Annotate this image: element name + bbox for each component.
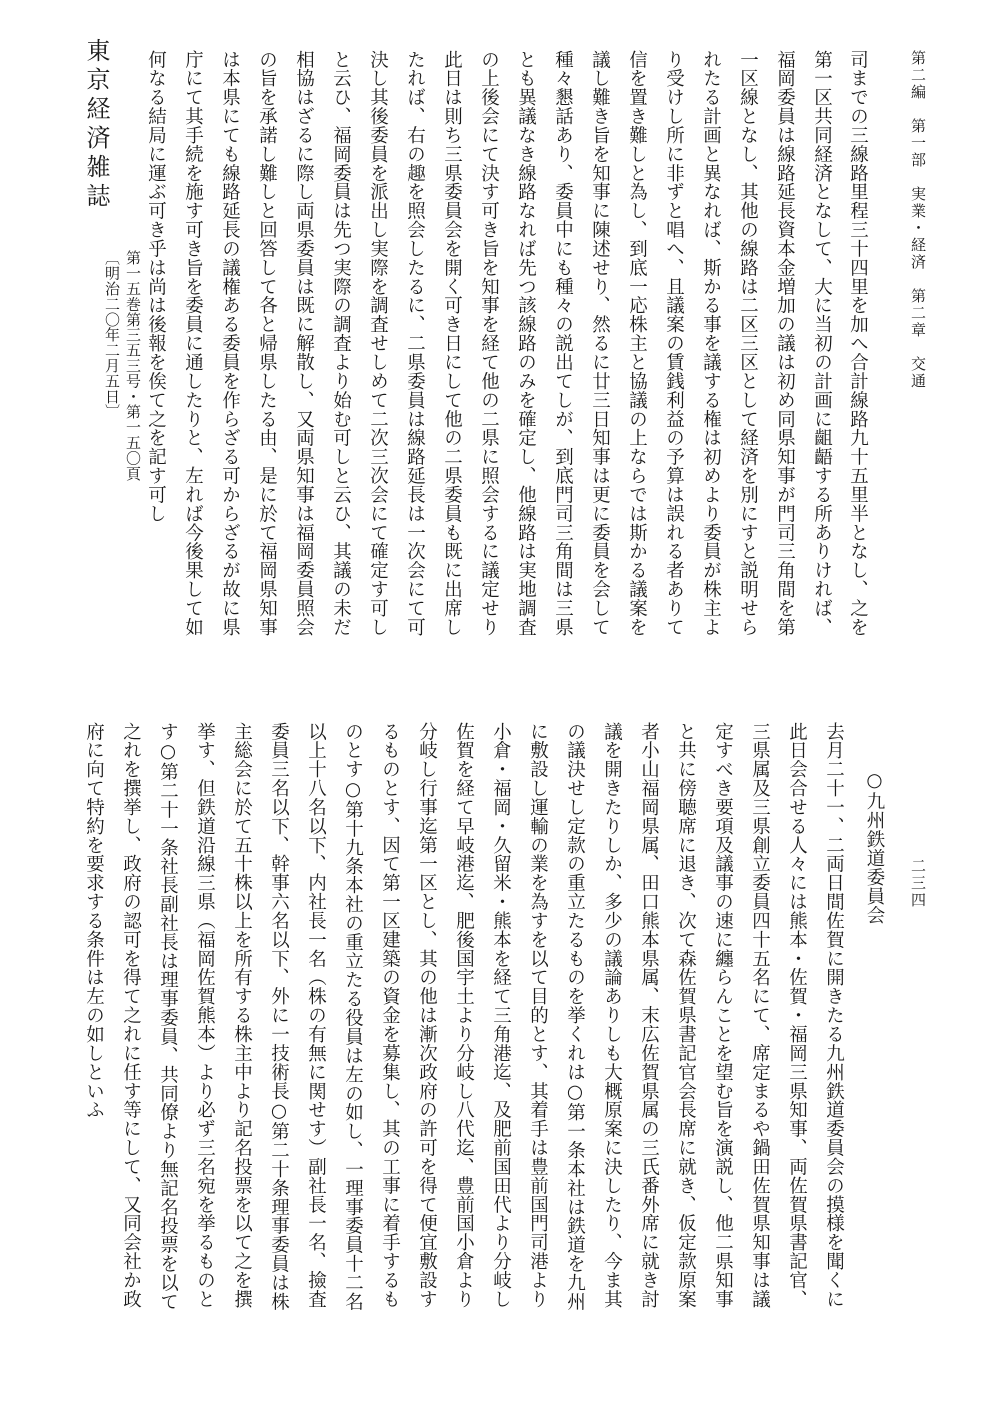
text-column: 之れを撰挙し、政府の認可を得て之れに任す等にして、又同会社か政	[120, 722, 142, 1309]
text-column: と云ひ、福岡委員は先つ実際の調査より始む可しと云ひ、其議の未だ	[330, 50, 352, 637]
text-column: 議を開きたりしか、多少の議論ありしも大概原案に決したり、今ま其	[601, 722, 623, 1309]
text-column: 以上十八名以下、内社長一名（株の有無に関せす）副社長一名、撿査	[305, 722, 327, 1309]
text-column: 小倉・福岡・久留米・熊本を経て三角港迄、及肥前国田代より分岐し	[490, 722, 512, 1309]
text-column: 此日は則ち三県委員会を開く可き日にして他の二県委員も既に出席し	[441, 50, 463, 637]
text-column: す○第二十一条社長副社長は理事委員、共同僚より無記名投票を以て	[157, 722, 179, 1312]
text-column: と共に傍聴席に退き、次て森佐賀県書記官会長席に就き、仮定款原案	[675, 722, 697, 1309]
source-title: 東京経済雑誌	[82, 38, 110, 212]
text-column: 委員三名以下、幹事六名以下、外に一技術長○第二十条理事委員は株	[268, 722, 290, 1312]
text-column: るものとす、因て第一区建築の資金を募集し、其の工事に着手するも	[379, 722, 401, 1309]
text-column: の上後会にて決す可き旨を知事を経て他の二県に照会するに議定せり	[478, 50, 500, 637]
text-column: のとす○第十九条本社の重立たる役員は左の如し、一理事委員十二名	[342, 722, 364, 1312]
source-date: 〔明治二〇年二月五日〕	[103, 250, 121, 420]
text-column: 分岐し行事迄第一区とし、其の他は漸次政府の許可を得て便宜敷設す	[416, 722, 438, 1309]
text-column: 相協はざるに際し両県委員は既に解散し、又両県知事は福岡委員照会	[293, 50, 315, 637]
text-column: 挙す、但鉄道沿線三県（福岡佐賀熊本）より必ず三名宛を挙るものと	[194, 722, 216, 1309]
text-column: 三県属及三県創立委員四十五名にて、席定まるや鍋田佐賀県知事は議	[749, 722, 771, 1309]
text-column: 福岡委員は線路延長資本金増加の議は初め同県知事が門司三角間を第	[774, 50, 796, 637]
text-column: 此日会合せる人々には熊本・佐賀・福岡三県知事、両佐賀県書記官、	[786, 722, 808, 1309]
text-column: は本県にても線路延長の議権ある委員を作らざる可からざるが故に県	[219, 50, 241, 637]
text-column: 第一区共同経済となして、大に当初の計画に齟齬する所ありければ、	[811, 50, 833, 637]
text-column: れたる計画と異なれば、斯かる事を議する権は初めより委員が株主よ	[700, 50, 722, 637]
section-heading: ○九州鉄道委員会	[864, 770, 885, 925]
text-column: の旨を承諾し難しと回答して各と帰県したる由、是に於て福岡県知事	[256, 50, 278, 637]
text-column: の議決せし定款の重立たるものを挙くれは○第一条本社は鉄道を九州	[564, 722, 586, 1312]
source-citation: 第一五巻第三五三号・第一五〇頁	[124, 250, 142, 481]
text-column: 主総会に於て五十株以上を所有する株主中より記名投票を以て之を撰	[231, 722, 253, 1309]
running-header: 第二編 第一部 実業・経済 第二章 交通	[909, 50, 927, 390]
text-column: に敷設し運輸の業を為すを以て目的とす、其着手は豊前国門司港より	[527, 722, 549, 1309]
text-column: とも異議なき線路なれば先つ該線路のみを確定し、他線路は実地調査	[515, 50, 537, 637]
text-column: 信を置き難しと為し、到底一応株主と協議の上ならでは斯かる議案を	[626, 50, 648, 637]
text-column: 種々懇話あり、委員中にも種々の説出てしが、到底門司三角間は三県	[552, 50, 574, 637]
text-column: 司までの三線路里程三十四里を加へ合計線路九十五里半となし、之を	[847, 50, 869, 637]
page-number: 二三四	[909, 858, 927, 909]
text-column: 決し其後委員を派出し実際を調査せしめて二次三次会にて確定す可し	[367, 50, 389, 637]
text-column: 議し難き旨を知事に陳述せり、然るに廿三日知事は更に委員を会して	[589, 50, 611, 637]
text-column: 何なる結局に運ぶ可き乎は尚は後報を俟て之を記す可し	[145, 50, 167, 523]
text-column: 者小山福岡県属、田口熊本県属、末広佐賀県属の三氏番外席に就き討	[638, 722, 660, 1309]
text-column: たれば、右の趣を照会したるに、二県委員は線路延長は一次会にて可	[404, 50, 426, 637]
text-column: 一区線となし、其他の線路は二区三区として経済を別にすと説明せら	[737, 50, 759, 637]
text-column: 去月二十一、二両日間佐賀に開きたる九州鉄道委員会の摸様を聞くに	[823, 722, 845, 1309]
text-column: り受けし所に非ずと唱へ、且議案の賃銭利益の予算は誤れる者ありて	[663, 50, 685, 637]
text-column: 庁にて其手続を施す可き旨を委員に通したりと、左れば今後果して如	[182, 50, 204, 637]
text-column: 府に向て特約を要求する条件は左の如しといふ	[83, 722, 105, 1120]
text-column: 定すべき要項及議事の速に纏らんことを望む旨を演説し、他二県知事	[712, 722, 734, 1309]
text-column: 佐賀を経て早岐港迄、肥後国宇土より分岐し八代迄、豊前国小倉より	[453, 722, 475, 1309]
